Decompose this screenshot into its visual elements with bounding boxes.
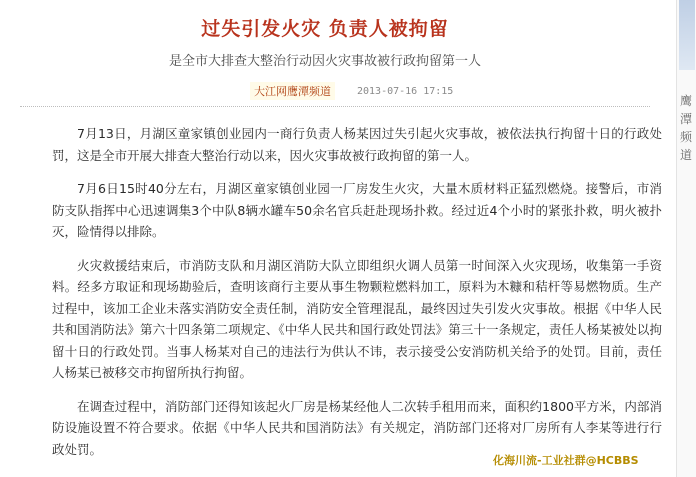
- article-paragraph: 火灾救援结束后，市消防支队和月湖区消防大队立即组织火调人员第一时间深入火灾现场，收集第一手资料。经多方取证和现场勘验后，查明该商行主要从事生物颗粒燃料加工，原料为木糠和秸杆等易燃物质。生产过程中，该加工企业未落实消防安全责任制，消防安全管理混乱，最终因过失引发火灾事故。根据《中华人民共和国消防法》第六十四条第二项规定、《中华人民共和国行政处罚法》第三十一条规定，责任人杨某被处以拘留十日的行政处罚。当事人杨某对自己的违法行为供认不讳，表示接受公安消防机关给予的处罚。目前，责任人杨某已被移交市拘留所执行拘留。: [52, 257, 662, 380]
- article-paragraph: 在调查过程中，消防部门还得知该起火厂房是杨某经他人二次转手租用而来，面积约1800平方米，内部消防设施设置不符合要求。依据《中华人民共和国消防法》有关规定，消防部门还将对厂房所有人李某等进行行政处罚。: [52, 398, 662, 457]
- article-meta: [250, 82, 453, 100]
- article-paragraph: 7月6日15时40分左右，月湖区童家镇创业园一厂房发生火灾，大量木质材料正猛烈燃烧。接警后，市消防支队指挥中心迅速调集3个中队8辆水罐车50余名官兵赶赴现场扑救。经过近4个小时的紧张扑救，明火被扑灭，险情得以排除。: [52, 181, 662, 239]
- article-body: [52, 123, 662, 472]
- forum-watermark: 化海川流-工业社群@HCBBS: [493, 454, 639, 467]
- article-headline: 过失引发火灾 负责人被拘留: [201, 18, 449, 40]
- sidebar-banner[interactable]: [679, 0, 695, 70]
- article-subtitle: 是全市大排查大整治行动因火灾事故被行政拘留第一人: [168, 54, 481, 69]
- source-link[interactable]: 大江网鹰潭频道: [250, 82, 335, 100]
- sidebar-text[interactable]: 鹰潭频道: [680, 94, 693, 162]
- publish-datetime: 2013-07-16 17:15: [357, 85, 454, 97]
- article-paragraph: 7月13日，月湖区童家镇创业园内一商行负责人杨某因过失引起火灾事故，被依法执行拘留十日的行政处罚，这是全市开展大排查大整治行动以来，因火灾事故被行政拘留的第一人。: [52, 126, 662, 163]
- header-divider: [20, 106, 650, 107]
- right-sidebar: [676, 0, 696, 477]
